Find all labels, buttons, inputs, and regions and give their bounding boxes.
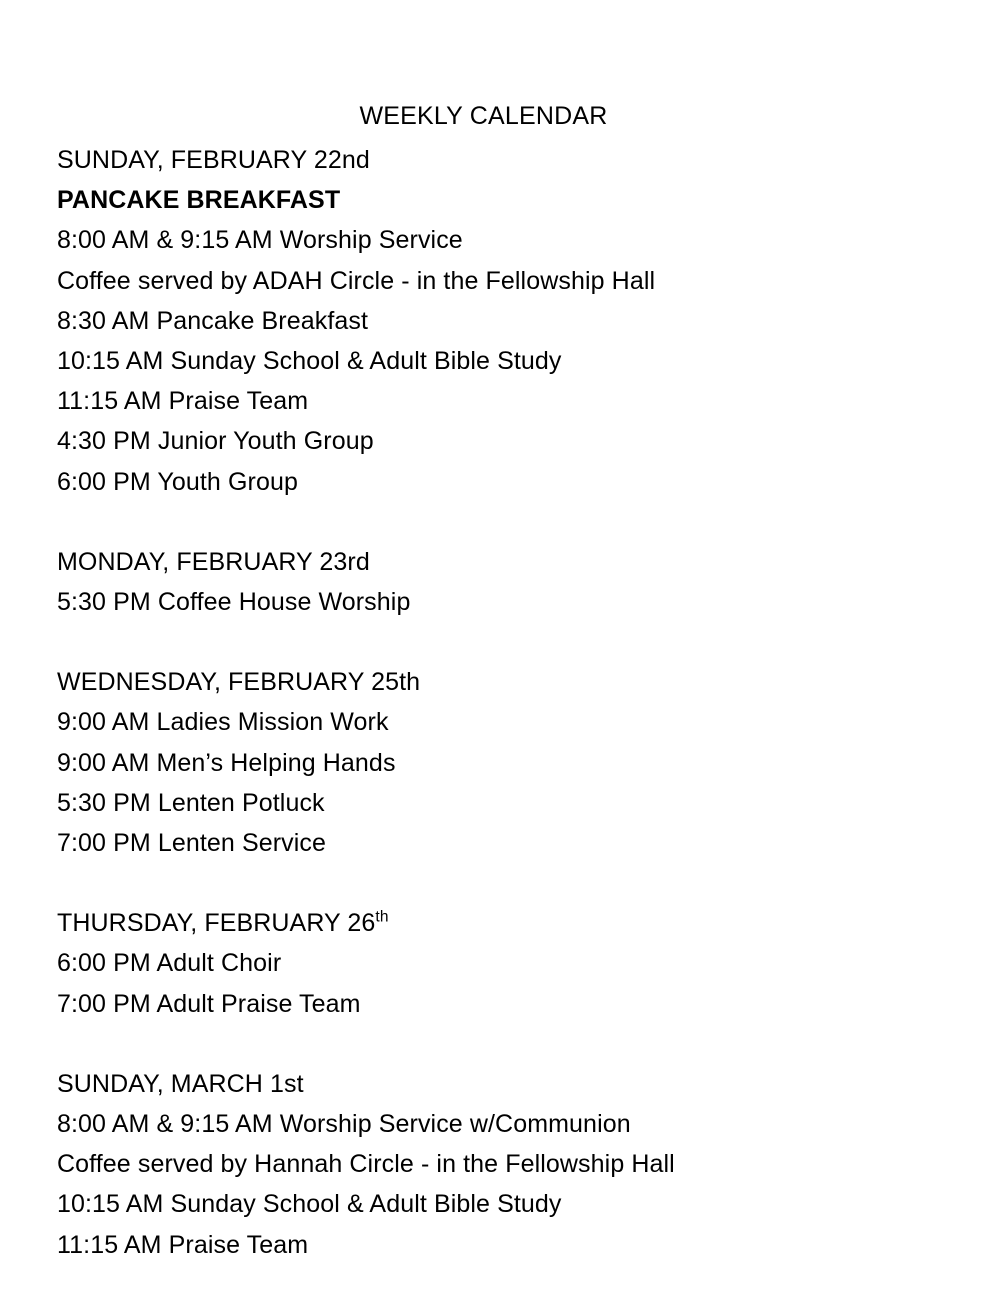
event-line: 5:30 PM Lenten Potluck bbox=[57, 788, 325, 817]
block-spacer bbox=[57, 502, 940, 542]
event-line: 9:00 AM Ladies Mission Work bbox=[57, 708, 389, 737]
page-title: WEEKLY CALENDAR bbox=[359, 102, 608, 130]
event-line: PANCAKE BREAKFAST bbox=[57, 186, 341, 215]
event-line: 7:00 PM Lenten Service bbox=[57, 829, 327, 858]
event-line: 11:15 AM Praise Team bbox=[57, 387, 309, 416]
event-line: 11:15 AM Praise Team bbox=[57, 1230, 309, 1259]
event-line: 9:00 AM Men’s Helping Hands bbox=[57, 748, 396, 777]
block-spacer bbox=[57, 863, 940, 903]
event-line: 6:00 PM Adult Choir bbox=[57, 949, 282, 978]
event-line: 10:15 AM Sunday School & Adult Bible Study bbox=[57, 347, 562, 376]
day-heading: WEDNESDAY, FEBRUARY 25th bbox=[57, 668, 421, 697]
block-spacer bbox=[57, 1024, 940, 1064]
day-heading-ordinal-suffix: th bbox=[375, 908, 389, 926]
calendar-day-block bbox=[57, 140, 940, 502]
event-line: 10:15 AM Sunday School & Adult Bible Study bbox=[57, 1190, 562, 1219]
calendar-day-block bbox=[57, 1064, 940, 1265]
day-heading: SUNDAY, FEBRUARY 22nd bbox=[57, 146, 370, 174]
event-line: 8:00 AM & 9:15 AM Worship Service bbox=[57, 226, 463, 255]
calendar-day-block bbox=[57, 662, 940, 863]
day-heading bbox=[57, 903, 940, 943]
day-heading-text: THURSDAY, FEBRUARY 26 bbox=[57, 909, 376, 938]
event-line: 5:30 PM Coffee House Worship bbox=[57, 588, 411, 617]
calendar-day-block bbox=[57, 903, 940, 1024]
event-line: Coffee served by ADAH Circle - in the Fellowship Hall bbox=[57, 266, 656, 295]
event-line: 8:00 AM & 9:15 AM Worship Service w/Communion bbox=[57, 1110, 631, 1139]
event-line: 4:30 PM Junior Youth Group bbox=[57, 427, 374, 456]
block-spacer bbox=[57, 622, 940, 662]
day-heading: MONDAY, FEBRUARY 23rd bbox=[57, 547, 370, 576]
event-line: 8:30 AM Pancake Breakfast bbox=[57, 306, 369, 335]
calendar-day-block bbox=[57, 542, 940, 622]
event-line: Coffee served by Hannah Circle - in the Fellowship Hall bbox=[57, 1150, 675, 1179]
day-heading: SUNDAY, MARCH 1st bbox=[57, 1069, 304, 1098]
event-line: 7:00 PM Adult Praise Team bbox=[57, 989, 361, 1018]
event-line: 6:00 PM Youth Group bbox=[57, 467, 298, 496]
